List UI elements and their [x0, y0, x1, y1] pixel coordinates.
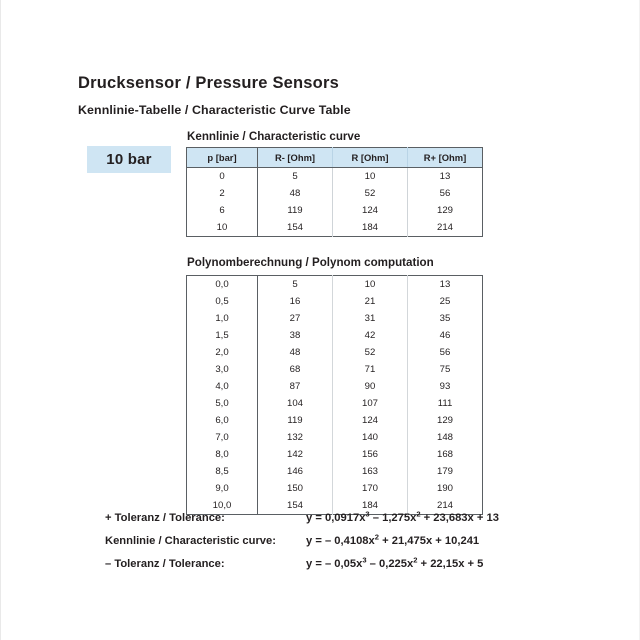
table-cell: 168: [408, 446, 483, 463]
table-cell: 184: [333, 219, 408, 237]
table-cell: 16: [289, 296, 301, 307]
table-cell: 4,0: [187, 378, 258, 395]
table-cell: 107: [333, 395, 408, 412]
table-cell: 146: [286, 466, 303, 477]
table-cell: 87: [289, 381, 301, 392]
table-cell: 90: [333, 378, 408, 395]
table-row: [187, 185, 483, 202]
column-header-r-plus: R+ [Ohm]: [408, 148, 483, 168]
table-cell: 150: [286, 483, 303, 494]
table-cell: 7,0: [187, 429, 258, 446]
table-cell: 0,5: [187, 293, 258, 310]
table-cell: 93: [408, 378, 483, 395]
table-cell: 154: [286, 222, 303, 233]
formula-row: [105, 555, 499, 581]
table-cell: 0,0: [187, 276, 258, 294]
table-row: [187, 344, 483, 361]
table-cell: 148: [408, 429, 483, 446]
table-cell: 8,0: [187, 446, 258, 463]
table-cell: 9,0: [187, 480, 258, 497]
table-cell: 25: [408, 293, 483, 310]
table-cell: 46: [408, 327, 483, 344]
table-cell: 170: [333, 480, 408, 497]
table-cell: 75: [408, 361, 483, 378]
table-cell: 190: [408, 480, 483, 497]
table-cell: 27: [289, 313, 301, 324]
table-cell: 156: [333, 446, 408, 463]
table-row: [187, 480, 483, 497]
table-cell: 10: [187, 219, 258, 237]
formula-block: [105, 509, 499, 581]
table-cell: 56: [408, 185, 483, 202]
table-cell: 42: [333, 327, 408, 344]
table-row: [187, 395, 483, 412]
table-row: [187, 276, 483, 294]
table-cell: 119: [287, 205, 303, 216]
formula-expression: y = – $0,4108x^2 + 21,475x + 10,241$: [306, 532, 480, 547]
table-cell: 48: [289, 347, 301, 358]
table-cell: 132: [286, 432, 303, 443]
table-row: [187, 429, 483, 446]
table-cell: 124: [333, 202, 408, 219]
formula-row: [105, 509, 499, 535]
table-row: [187, 168, 483, 186]
page-subtitle: Kennlinie-Tabelle / Characteristic Curve Table: [78, 103, 351, 117]
table-cell: 140: [333, 429, 408, 446]
table-cell: 163: [333, 463, 408, 480]
table-cell: 154: [286, 500, 303, 511]
table-cell: 52: [333, 185, 408, 202]
table-cell: 104: [286, 398, 303, 409]
table-cell: 8,5: [187, 463, 258, 480]
table-cell: 124: [333, 412, 408, 429]
table-cell: 71: [333, 361, 408, 378]
table-row: [187, 327, 483, 344]
table-row: [187, 463, 483, 480]
table-row: [187, 310, 483, 327]
table-cell: 111: [408, 395, 483, 412]
table-cell: 1,5: [187, 327, 258, 344]
table-cell: 214: [408, 497, 483, 515]
table-cell: 0: [187, 168, 258, 186]
column-header-r: R [Ohm]: [333, 148, 408, 168]
table-cell: 129: [408, 412, 483, 429]
formula-row: [105, 532, 499, 558]
table-cell: 142: [286, 449, 303, 460]
table-cell: 52: [333, 344, 408, 361]
table-cell: 6: [187, 202, 258, 219]
table-row: [187, 378, 483, 395]
table-cell: 38: [289, 330, 301, 341]
table-row: [187, 202, 483, 219]
table-cell: 5: [292, 279, 298, 290]
formula-label: – Toleranz / Tolerance:: [105, 558, 225, 570]
table-cell: 184: [333, 497, 408, 515]
formula-expression: $y = 0,0917x^3 - 1,275x^2 + 23,683x + 13$: [306, 509, 499, 524]
table-cell: 5,0: [187, 395, 258, 412]
column-header-pressure: p [bar]: [187, 148, 258, 168]
table-cell: 179: [408, 463, 483, 480]
curve-table-caption: Kennlinie / Characteristic curve: [187, 130, 361, 143]
table-cell: 119: [287, 415, 303, 426]
polynom-table-caption: Polynomberechnung / Polynom computation: [187, 256, 434, 269]
table-row: [187, 293, 483, 310]
table-cell: 10,0: [187, 497, 258, 515]
table-header-row: [187, 148, 483, 168]
table-cell: 48: [289, 188, 301, 199]
table-cell: 31: [333, 310, 408, 327]
polynom-table-body: [187, 276, 483, 515]
table-cell: 56: [408, 344, 483, 361]
table-row: [187, 361, 483, 378]
table-cell: 214: [408, 219, 483, 237]
characteristic-curve-table: [186, 147, 483, 237]
table-cell: 68: [289, 364, 301, 375]
table-cell: 10: [333, 276, 408, 294]
formula-label: + Toleranz / Tolerance:: [105, 512, 225, 524]
polynom-computation-table: [186, 275, 483, 515]
formula-label: Kennlinie / Characteristic curve:: [105, 535, 276, 547]
table-cell: 6,0: [187, 412, 258, 429]
table-cell: 13: [408, 276, 483, 294]
table-row: [187, 219, 483, 237]
table-cell: 13: [408, 168, 483, 186]
table-cell: 35: [408, 310, 483, 327]
column-header-r-minus: R- [Ohm]: [258, 148, 333, 168]
curve-table-header: [187, 148, 483, 168]
table-cell: 2,0: [187, 344, 258, 361]
pressure-range-badge: 10 bar: [87, 146, 171, 173]
table-cell: 5: [292, 171, 298, 182]
table-row: [187, 446, 483, 463]
table-cell: 1,0: [187, 310, 258, 327]
curve-table-body: [187, 168, 483, 237]
table-cell: 10: [333, 168, 408, 186]
table-cell: 3,0: [187, 361, 258, 378]
page-title: Drucksensor / Pressure Sensors: [78, 74, 339, 92]
table-cell: 129: [408, 202, 483, 219]
table-cell: 21: [333, 293, 408, 310]
table-cell: 2: [187, 185, 258, 202]
formula-expression: y = – $0,05x^3 - 0,225x^2 + 22,15x + 5$: [306, 555, 484, 570]
table-row: [187, 412, 483, 429]
